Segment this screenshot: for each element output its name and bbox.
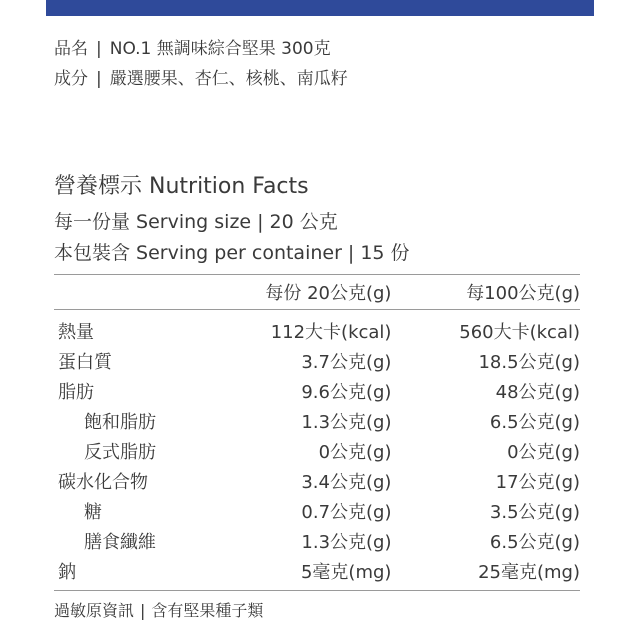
serving-size-value: 20 公克 [269, 211, 338, 233]
nutrient-label: 鈉 [58, 562, 76, 583]
per-serving-value: 1.3公克(g) [301, 532, 392, 553]
column-header-per-serving: 每份 20公克(g) [265, 283, 392, 304]
per-serving-value: 3.4公克(g) [301, 472, 392, 493]
nutrient-label: 脂肪 [58, 382, 94, 403]
table-bottom-rule [54, 590, 580, 591]
nutrient-label: 糖 [84, 502, 102, 523]
table-row [54, 496, 580, 526]
table-body [54, 310, 580, 590]
per-100g-value: 560大卡(kcal) [459, 322, 581, 343]
per-serving-value: 3.7公克(g) [301, 352, 392, 373]
allergen-label: 過敏原資訊 [54, 601, 135, 620]
per-100g-value: 6.5公克(g) [489, 412, 580, 433]
nutrient-label: 碳水化合物 [58, 472, 148, 493]
table-row [54, 466, 580, 496]
per-100g-value: 0公克(g) [507, 442, 580, 463]
nutrition-table [54, 274, 580, 591]
serving-size-row [54, 207, 410, 238]
ingredients-row [54, 64, 594, 94]
per-serving-value: 0公克(g) [318, 442, 392, 463]
allergen-value: 含有堅果種子類 [151, 601, 264, 620]
table-row [54, 436, 580, 466]
separator: | [347, 242, 355, 264]
column-header-per-100g: 每100公克(g) [466, 283, 581, 304]
per-100g-value: 17公克(g) [495, 472, 581, 493]
ingredients-value: 嚴選腰果、杏仁、核桃、南瓜籽 [109, 69, 348, 89]
allergen-info [54, 596, 580, 626]
per-100g-value: 3.5公克(g) [489, 502, 580, 523]
per-serving-value: 9.6公克(g) [301, 382, 392, 403]
per-100g-value: 6.5公克(g) [489, 532, 580, 553]
separator: | [96, 39, 102, 59]
per-serving-value: 112大卡(kcal) [270, 322, 392, 343]
nutrient-label: 反式脂肪 [84, 442, 156, 463]
table-row [54, 316, 580, 346]
per-serving-value: 5毫克(mg) [300, 562, 392, 583]
per-serving-value: 0.7公克(g) [301, 502, 392, 523]
nutrient-label: 熱量 [58, 322, 94, 343]
table-row [54, 556, 580, 586]
table-row [54, 376, 580, 406]
separator: | [257, 211, 264, 233]
serving-info [54, 207, 410, 269]
nutrient-label: 膳食纖維 [84, 532, 156, 553]
table-row [54, 406, 580, 436]
per-100g-value: 25毫克(mg) [478, 562, 581, 583]
product-name-row [54, 34, 594, 64]
table-header-row [54, 275, 580, 309]
separator: | [140, 601, 146, 620]
table-row [54, 526, 580, 556]
product-info [54, 34, 594, 94]
nutrient-label: 蛋白質 [58, 352, 112, 373]
per-serving-value: 1.3公克(g) [301, 412, 392, 433]
servings-per-container-row [54, 238, 410, 269]
serving-size-label: 每一份量 Serving size [54, 211, 252, 233]
servings-label: 本包裝含 Serving per container [54, 242, 342, 264]
ingredients-label: 成分 [54, 69, 88, 89]
product-name-value: NO.1 無調味綜合堅果 300克 [109, 39, 331, 59]
servings-value: 15 份 [360, 242, 410, 264]
table-row [54, 346, 580, 376]
nutrient-label: 飽和脂肪 [84, 412, 156, 433]
top-color-bar [46, 0, 594, 16]
per-100g-value: 48公克(g) [495, 382, 581, 403]
separator: | [96, 69, 102, 89]
product-name-label: 品名 [54, 39, 88, 59]
nutrition-title: 營養標示 Nutrition Facts [54, 174, 309, 199]
per-100g-value: 18.5公克(g) [478, 352, 581, 373]
